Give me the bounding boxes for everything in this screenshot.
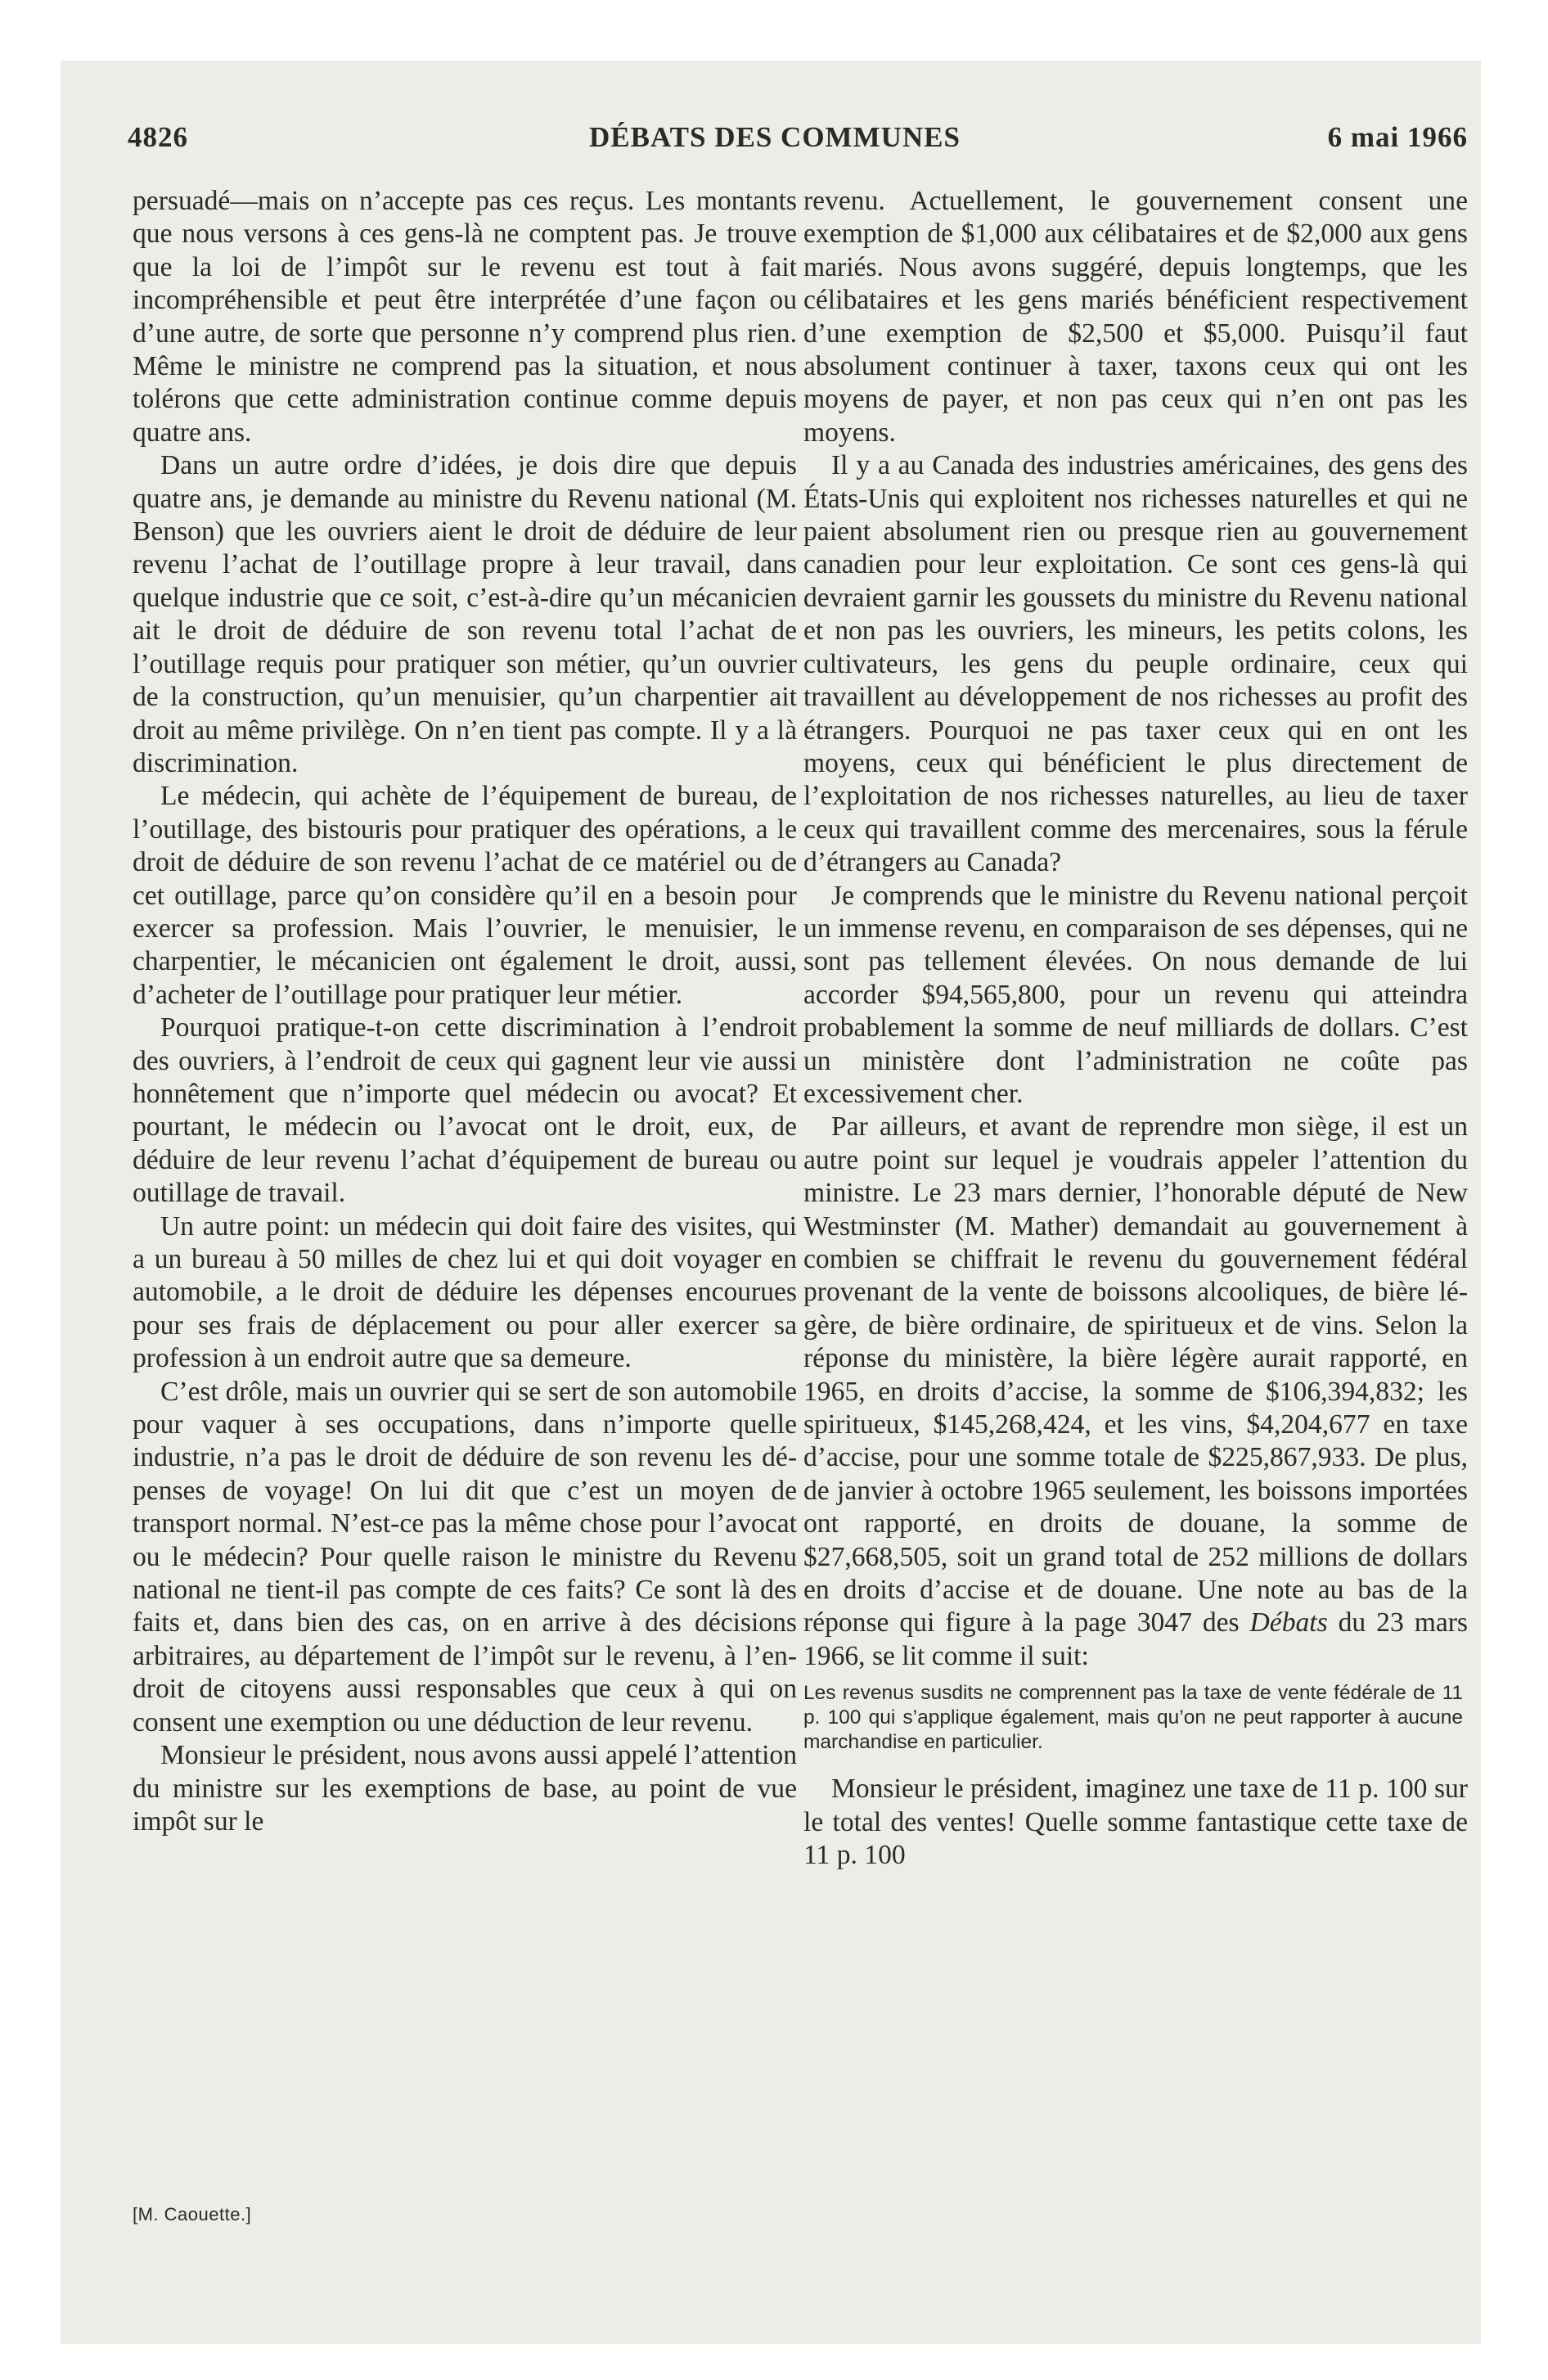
paragraph: Un autre point: un médecin qui doit faire des visites, qui a un bureau à 50 milles de chez lui et qui doit voyager en automobile, a le droit de déduire les dépenses encourues pour ses frais de déplacement ou pour aller exercer sa profession à un endroit autre que sa demeure.	[133, 1210, 797, 1374]
page-number: 4826	[128, 121, 188, 153]
paragraph: Il y a au Canada des industries américaines, des gens des États-Unis qui exploitent nos richesses naturelles et qui ne paient absolument rien ou presque rien au gouvernement canadien pour leur exploitation. Ce sont ces gens-là qui devraient garnir les goussets du ministre du Revenu national et non pas les ouvriers, les mineurs, les petits colons, les cultivateurs, les gens du peuple ordinaire, ceux qui travaillent au développement de nos richesses au profit des étrangers. Pourquoi ne pas taxer ceux qui en ont les moyens, ceux qui bénéficient le plus directement de l’exploitation de nos richesses naturelles, au lieu de taxer ceux qui travaillent comme des mercenaires, sous la férule d’étrangers au Canada?	[803, 450, 1468, 878]
paragraph	[803, 1111, 1468, 1673]
left-column	[133, 185, 797, 1838]
paragraph: Le médecin, qui achète de l’équipement de bureau, de l’outillage, des bistouris pour pratiquer des opérations, a le droit de déduire de son revenu l’achat de ce matériel ou de cet outillage, parce qu’on considère qu’il en a besoin pour exercer sa profession. Mais l’ouvrier, le menuisier, le charpentier, le mécanicien ont également le droit, aussi, d’acheter de l’outillage pour pratiquer leur métier.	[133, 781, 797, 1010]
paragraph: Monsieur le président, imaginez une taxe de 11 p. 100 sur le total des ventes! Quelle somme fantastique cette taxe de 11 p. 100	[803, 1774, 1468, 1871]
page-header	[72, 121, 1468, 162]
paragraph: revenu. Actuellement, le gouvernement consent une exemption de $1,000 aux célibataires et de $2,000 aux gens mariés. Nous avons suggéré, depuis longtemps, que les célibataires et les gens mariés bénéficient respectivement d’une exemption de $2,500 et $5,000. Puisqu’il faut absolument continuer à taxer, taxons ceux qui ont les moyens de payer, et non pas ceux qui n’en ont pas les moyens.	[803, 186, 1468, 448]
paragraph-text: du 23 mars 1966, se lit comme il suit:	[803, 1607, 1468, 1671]
paragraph: Monsieur le président, nous avons aussi appelé l’attention du ministre sur les exemptions de base, au point de vue impôt sur le	[133, 1740, 797, 1837]
speaker-tag: [M. Caouette.]	[133, 2204, 252, 2224]
block-quote: Les revenus susdits ne comprennent pas la taxe de vente fédérale de 11 p. 100 qui s’applique également, mais qu’on ne peut rapporter à aucune marchandise en particulier.	[803, 1682, 1463, 1754]
right-column	[803, 185, 1468, 1873]
publication-title: Débats	[1249, 1607, 1328, 1639]
paragraph: Pourquoi pratique-t-on cette discrimination à l’endroit des ouvriers, à l’endroit de ceux qui gagnent leur vie aussi honnêtement que n’importe quel médecin ou avocat? Et pourtant, le médecin ou l’avocat ont le droit, eux, de déduire de leur revenu l’achat d’équipement de bureau ou outillage de travail.	[133, 1012, 797, 1209]
paragraph-text: Par ailleurs, et avant de reprendre mon siège, il est un autre point sur lequel je voudrais appeler l’attention du ministre. Le 23 mars dernier, l’honorable député de New Westminster (M. Mather) demandait au gouvernement à combien se chiffrait le revenu du gouvernement fédéral provenant de la vente de boissons alcooliques, de bière légère, de bière ordinaire, de spiritueux et de vins. Selon la réponse du ministère, la bière légère aurait rapporté, en 1965, en droits d’accise, la somme de $106,394,832; les spiritueux, $145,268,424, et les vins, $4,204,677 en taxe d’accise, pour une somme totale de $225,867,933. De plus, de janvier à octobre 1965 seulement, les boissons importées ont rapporté, en droits de douane, la somme de $27,668,505, soit un grand total de 252 millions de dollars en droits d’accise et de douane. Une note au bas de la réponse qui figure à la page 3047 des	[803, 1111, 1468, 1639]
paragraph: persuadé—mais on n’accepte pas ces reçus. Les montants que nous versons à ces gens-là ne comptent pas. Je trouve que la loi de l’impôt sur le revenu est tout à fait incompréhensible et peut être interprétée d’une façon ou d’une autre, de sorte que personne n’y comprend plus rien. Même le ministre ne comprend pas la situation, et nous tolérons que cette administration continue comme depuis quatre ans.	[133, 186, 797, 448]
paragraph: Je comprends que le ministre du Revenu national perçoit un immense revenu, en comparaison de ses dépenses, qui ne sont pas tellement élevées. On nous demande de lui accorder $94,565,800, pour un revenu qui atteindra probablement la somme de neuf milliards de dollars. C’est un ministère dont l’administration ne coûte pas excessivement cher.	[803, 880, 1468, 1109]
page-date: 6 mai 1966	[1327, 121, 1468, 153]
paragraph: Dans un autre ordre d’idées, je dois dire que depuis quatre ans, je demande au ministre du Revenu national (M. Benson) que les ouvriers aient le droit de déduire de leur revenu l’achat de l’outillage propre à leur travail, dans quelque industrie que ce soit, c’est-à-dire qu’un mécanicien ait le droit de déduire de son revenu total l’achat de l’outillage requis pour pratiquer son métier, qu’un ouvrier de la construction, qu’un menuisier, qu’un charpentier ait droit au même privilège. On n’en tient pas compte. Il y a là discrimination.	[133, 450, 797, 778]
journal-title: DÉBATS DES COMMUNES	[589, 121, 961, 153]
paragraph: C’est drôle, mais un ouvrier qui se sert de son automobile pour vaquer à ses occupations, dans n’importe quelle industrie, n’a pas le droit de déduire de son revenu les dépenses de voyage! On lui dit que c’est un moyen de transport normal. N’est-ce pas la même chose pour l’avocat ou le médecin? Pour quelle raison le ministre du Revenu national ne tient-il pas compte de ces faits? Ce sont là des faits et, dans bien des cas, on en arrive à des décisions arbitraires, au département de l’impôt sur le revenu, à l’endroit de citoyens aussi responsables que ceux à qui on consent une exemption ou une déduction de leur revenu.	[133, 1376, 797, 1738]
